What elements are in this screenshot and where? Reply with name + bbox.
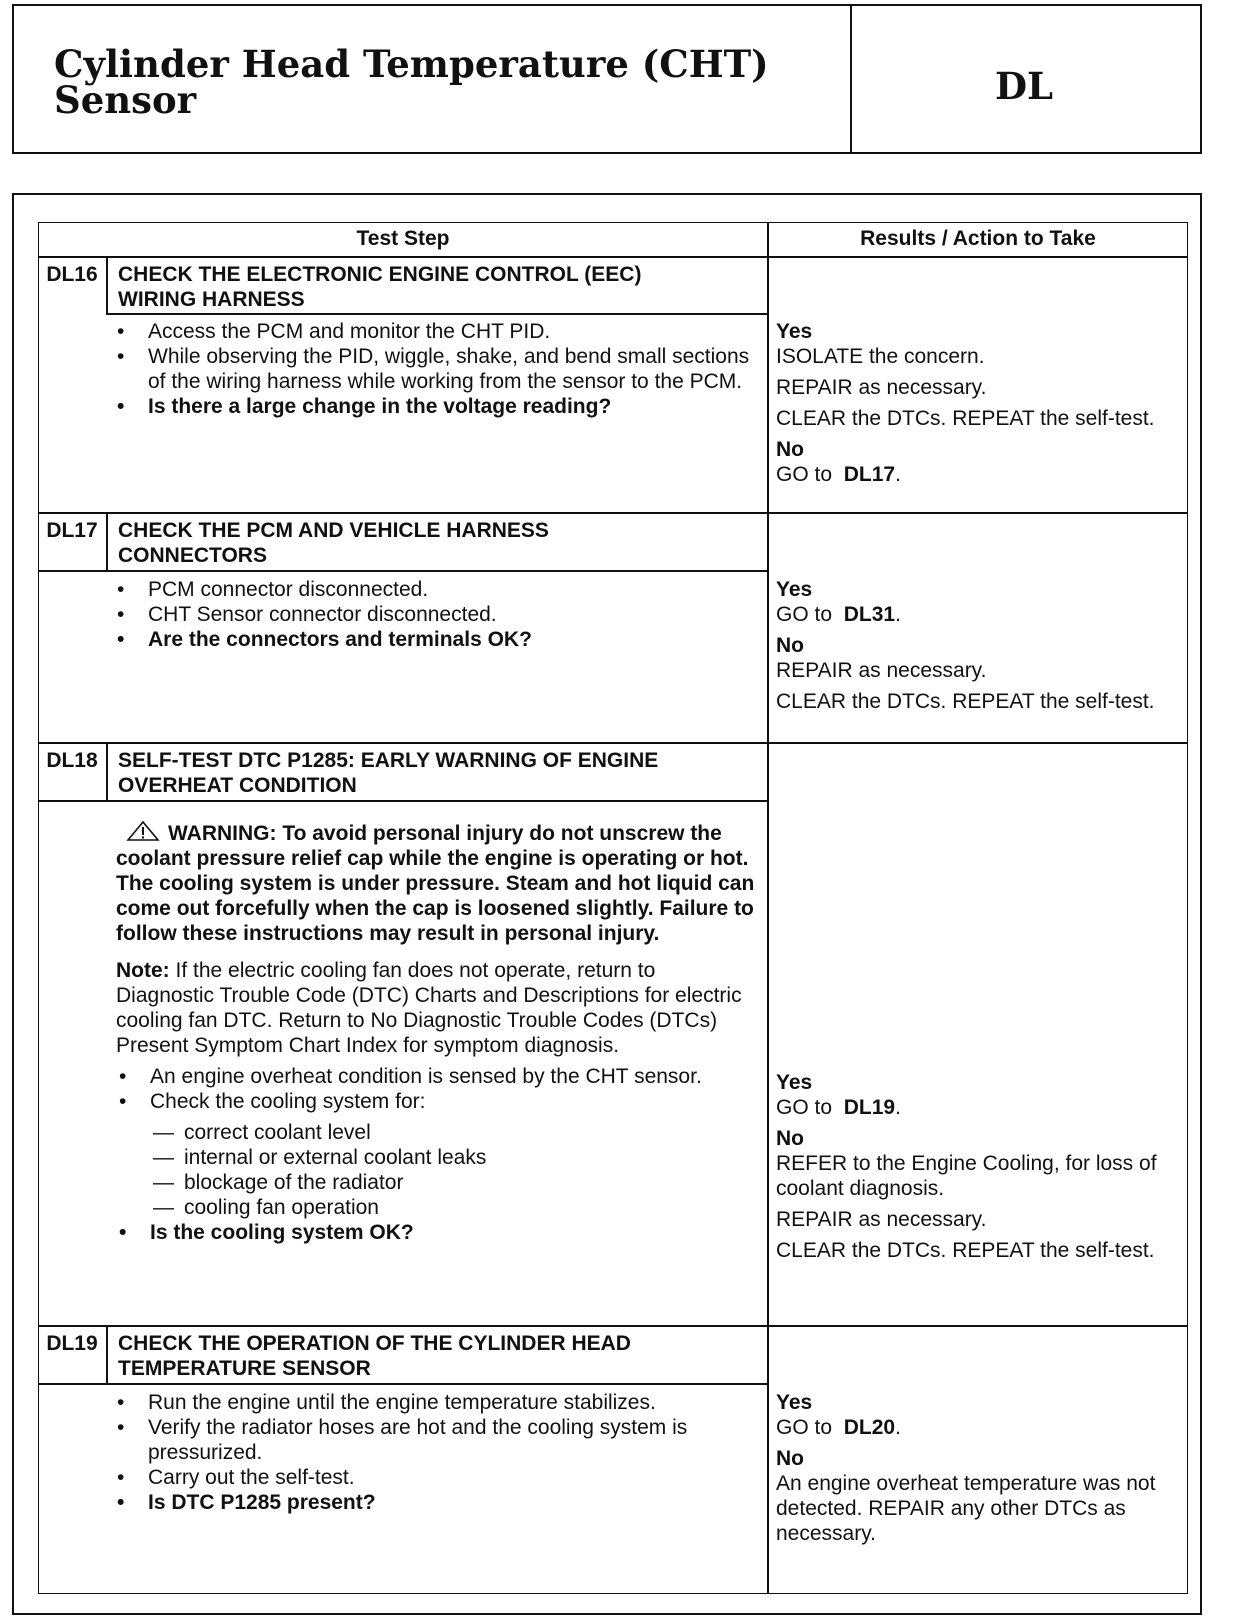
step-title-dl17: [118, 518, 738, 568]
no-label: No: [776, 438, 804, 461]
title-rule: [38, 1383, 767, 1385]
goto-ref-link[interactable]: DL31: [843, 603, 896, 626]
sub-item: — cooling fan operation: [150, 1195, 756, 1220]
page-title-line1: Cylinder Head Temperature (CHT): [54, 42, 769, 86]
step-bullet: • Run the engine until the engine temperature stabilizes.: [114, 1390, 754, 1415]
section-code: DL: [994, 64, 1054, 108]
step-body-dl16: [114, 319, 754, 419]
sub-item: — internal or external coolant leaks: [150, 1145, 756, 1170]
step-question: • Are the connectors and terminals OK?: [114, 627, 754, 652]
goto-end: .: [895, 1416, 901, 1439]
note-text: If the electric cooling fan does not operate, return to Diagnostic Trouble Code (DTC) Charts and Descriptions for electric cooling fan DTC. Return to No Diagnostic Trouble Codes (DTCs) Present Symptom Chart Index for symptom diagnosis.: [116, 959, 742, 1057]
step-title-line: WIRING HARNESS: [118, 288, 305, 311]
goto-text: GO to: [776, 603, 833, 626]
result-line: REPAIR as necessary.: [776, 376, 987, 399]
goto-ref-link[interactable]: DL17: [843, 463, 896, 486]
note-block: [116, 958, 756, 1058]
column-divider: [767, 222, 769, 1594]
step-rule: [38, 742, 1188, 744]
step-bullet: • While observing the PID, wiggle, shake, and bend small sections of the wiring harness while working from the sensor to the PCM.: [114, 344, 754, 394]
step-title-dl16: [118, 262, 738, 312]
result-line: CLEAR the DTCs. REPEAT the self-test.: [776, 407, 1155, 430]
step-id-dl19: DL19: [46, 1332, 98, 1355]
step-title-dl19: [118, 1331, 738, 1381]
step-title-line: SELF-TEST DTC P1285: EARLY WARNING OF ENGINE: [118, 749, 659, 772]
step-title-line: CHECK THE OPERATION OF THE CYLINDER HEAD: [118, 1332, 631, 1355]
goto-end: .: [895, 1096, 901, 1119]
page-title-line2: Sensor: [54, 78, 197, 122]
results-dl17: [776, 577, 1171, 720]
step-bullet-text: Check the cooling system for:: [150, 1090, 426, 1113]
goto-text: GO to: [776, 1416, 833, 1439]
step-bullet: • Carry out the self-test.: [114, 1465, 754, 1490]
warning-block: [116, 820, 756, 946]
no-label: No: [776, 1447, 804, 1470]
result-line: CLEAR the DTCs. REPEAT the self-test.: [776, 690, 1155, 713]
results-dl16: [776, 319, 1171, 487]
results-dl19: [776, 1390, 1171, 1552]
result-goto: [776, 602, 1171, 627]
yes-label: Yes: [776, 320, 813, 343]
step-bullet: [116, 1089, 756, 1220]
result-goto: [776, 462, 1171, 487]
title-rule: [38, 800, 767, 802]
step-rule: [38, 1325, 1188, 1327]
header-rule: [38, 256, 1188, 258]
step-bullet: • An engine overheat condition is sensed by the CHT sensor.: [116, 1064, 756, 1089]
warning-text: WARNING: To avoid personal injury do not unscrew the coolant pressure relief cap while the engine is operating or hot. The cooling system is under pressure. Steam and hot liquid can come out forcefully when the cap is loosened slightly. Failure to follow these instructions may result in personal injury.: [116, 822, 755, 945]
step-title-line: TEMPERATURE SENSOR: [118, 1357, 371, 1380]
sub-item: — correct coolant level: [150, 1120, 756, 1145]
result-line: CLEAR the DTCs. REPEAT the self-test.: [776, 1239, 1155, 1262]
header-divider: [850, 6, 852, 152]
step-body-dl17: [114, 577, 754, 652]
column-header-test-step: Test Step: [356, 227, 450, 250]
yes-label: Yes: [776, 1391, 813, 1414]
goto-end: .: [895, 463, 901, 486]
note-label: Note:: [116, 959, 170, 982]
goto-ref-link[interactable]: DL19: [843, 1096, 896, 1119]
no-label: No: [776, 634, 804, 657]
result-line: An engine overheat temperature was not detected. REPAIR any other DTCs as necessary.: [776, 1472, 1156, 1545]
goto-text: GO to: [776, 463, 833, 486]
result-line: REPAIR as necessary.: [776, 1208, 987, 1231]
goto-ref-link[interactable]: DL20: [843, 1416, 896, 1439]
step-title-line: OVERHEAT CONDITION: [118, 774, 357, 797]
step-bullet: • CHT Sensor connector disconnected.: [114, 602, 754, 627]
step-rule: [38, 512, 1188, 514]
step-id-dl16: DL16: [46, 263, 98, 286]
step-title-line: CHECK THE ELECTRONIC ENGINE CONTROL (EEC): [118, 263, 642, 286]
page-title: [54, 42, 769, 122]
warning-triangle-icon: [126, 820, 160, 842]
step-title-line: CHECK THE PCM AND VEHICLE HARNESS: [118, 519, 549, 542]
result-goto: [776, 1415, 1171, 1440]
step-question: • Is there a large change in the voltage reading?: [114, 394, 754, 419]
title-rule: [38, 570, 767, 572]
step-bullet: • PCM connector disconnected.: [114, 577, 754, 602]
id-divider: [106, 512, 108, 570]
result-goto: [776, 1095, 1171, 1120]
step-id-dl17: DL17: [46, 519, 98, 542]
step-id-dl18: DL18: [46, 749, 98, 772]
step-title-dl18: [118, 748, 738, 798]
title-rule: [106, 313, 767, 315]
step-bullet: • Access the PCM and monitor the CHT PID.: [114, 319, 754, 344]
result-line: REFER to the Engine Cooling, for loss of coolant diagnosis.: [776, 1152, 1157, 1200]
id-divider: [106, 256, 108, 313]
goto-end: .: [895, 603, 901, 626]
step-question: • Is the cooling system OK?: [116, 1220, 756, 1245]
result-line: REPAIR as necessary.: [776, 659, 987, 682]
sub-item: — blockage of the radiator: [150, 1170, 756, 1195]
yes-label: Yes: [776, 578, 813, 601]
results-dl18: [776, 1070, 1171, 1269]
no-label: No: [776, 1127, 804, 1150]
step-title-line: CONNECTORS: [118, 544, 267, 567]
result-line: ISOLATE the concern.: [776, 345, 985, 368]
id-divider: [106, 742, 108, 800]
diagnostic-table: [38, 222, 1188, 1594]
goto-text: GO to: [776, 1096, 833, 1119]
yes-label: Yes: [776, 1071, 813, 1094]
step-bullet: • Verify the radiator hoses are hot and the cooling system is pressurized.: [114, 1415, 754, 1465]
step-question: • Is DTC P1285 present?: [114, 1490, 754, 1515]
id-divider: [106, 1325, 108, 1383]
column-header-results: Results / Action to Take: [860, 227, 1096, 250]
step-body-dl18: [116, 820, 756, 1245]
page-header: [12, 4, 1202, 154]
step-body-dl19: [114, 1390, 754, 1515]
